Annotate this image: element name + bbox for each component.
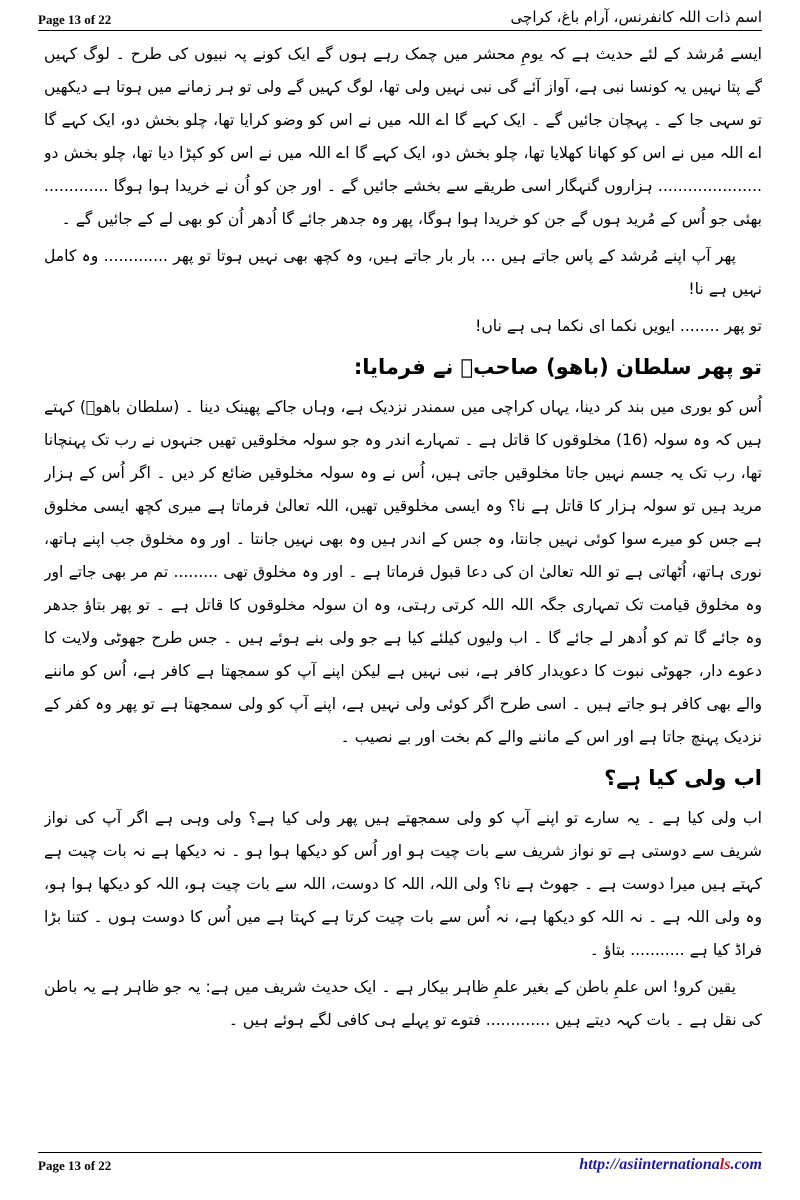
document-body <box>44 38 762 1148</box>
website-link[interactable] <box>579 1156 762 1174</box>
paragraph: اب ولی کیا ہے ۔ یہ سارے تو اپنے آپ کو ولی سمجھتے ہیں پھر ولی کیا ہے؟ ولی وہی ہے اگر آپ کی نواز شریف سے دوستی ہے تو نواز شریف سے بات چیت ہو اور اُس کو دیکھا ہوا ہو ۔ نہ دیکھا ہے نہ بات چیت ہے کہتے ہیں میرا دوست ہے ۔ جھوٹ ہے نا؟ ولی اللہ، اللہ کا دوست، اللہ سے بات چیت ہو، اللہ کو دیکھا ہوا ہو، وہ ولی اللہ ہے ۔ نہ اللہ کو دیکھا ہے، نہ اُس سے بات چیت کرتا ہے کہتا ہے میں اُس کا دوست ہوں ۔ کتنا بڑا فراڈ کیا ہے ........... بتاؤ ۔ <box>44 809 762 959</box>
section-heading: تو پھر سلطان (باھو) صاحبؒ نے فرمایا: <box>353 355 762 379</box>
page-header <box>38 6 762 32</box>
url-suffix: .com <box>730 1156 762 1173</box>
paragraph: ایسے مُرشد کے لئے حدیث ہے کہ یومِ محشر میں چمک رہے ہوں گے ایک کونے پہ نبیوں کی طرح ۔ لوگ کہیں گے پتا نہیں یہ کونسا نبی ہے، آواز آئے گی نبی نہیں ولی تھا، لوگ کہیں گے ولی تو ہر زمانے میں ہوتا ہے دیکھیں تو سہی جا کے ۔ پہچان جائیں گے ۔ ایک کہے گا اے اللہ میں نے اس کو وضو کرایا تھا، چلو بخش دو، ایک کہے گا اے اللہ میں نے اس کو کھانا کھلایا تھا، چلو بخش دو، ایک کہے گا اے اللہ میں نے اس کو کپڑا دیا تھا، چلو بخش دو ..................... ہزاروں گنہگار اسی طریقے سے بخشے جائیں گے ۔ اور جن کو اُن نے خریدا ہوا ہوگا ............. بھئی جو اُس کے مُرید ہوں گے جن کو خریدا ہوا ہوگا، پھر وہ جدھر جائے گا اُدھر اُن کو بھی لے کے جائیں گے ۔ <box>44 45 762 228</box>
url-highlight: ls <box>719 1156 731 1173</box>
header-title: اسم ذات اللہ کانفرنس، آرام باغ، کراچی <box>510 8 762 26</box>
paragraph: یقین کرو! اس علمِ باطن کے بغیر علمِ ظاہر بیکار ہے ۔ ایک حدیث شریف میں ہے: یہ جو ظاہر ہے یہ باطن کی نقل ہے ۔ بات کہہ دیتے ہیں ............. فتوے تو پہلے ہی کافی لگے ہوئے ہیں ۔ <box>44 978 762 1029</box>
url-prefix: http://asiinternationa <box>579 1156 720 1173</box>
header-divider <box>38 30 762 31</box>
paragraph: اُس کو بوری میں بند کر دینا، یہاں کراچی میں سمندر نزدیک ہے، وہاں جاکے پھینک دینا ۔ (سلطان باھوؒ) کہتے ہیں کہ وہ سولہ (16) مخلوقوں کا قاتل ہے ۔ تمہارے اندر وہ جو سولہ مخلوقیں تھیں جنہوں نے رب تک پہنچانا تھا، رب تک یہ جسم نہیں جاتا مخلوقیں جاتی ہیں، اُس نے وہ سولہ مخلوقیں ضائع کر دیں ۔ اگر اُس کے ہزار مرید ہیں تو سولہ ہزار کا قاتل ہے نا؟ وہ ایسی مخلوقیں تھیں، اللہ تعالیٰ فرماتا ہے میری کچھ ایسی مخلوق ہے جس کو میرے سوا کوئی نہیں جانتا، وہ جس کے اندر ہیں وہ بھی نہیں جانتا ۔ اور وہ مخلوق جب اپنے ہاتھ، نوری ہاتھ، اُٹھاتی ہے تو اللہ تعالیٰ ان کی دعا قبول فرماتا ہے ۔ اور وہ مخلوق تھی ......... تم مر بھی جاتے اور وہ مخلوق قیامت تک تمہاری جگہ اللہ اللہ کرتی رہتی، وہ ان سولہ مخلوقوں کا قاتل ہے ۔ تو پھر بتاؤ جدھر وہ جائے گا تم کو اُدھر لے جائے گا ۔ اب ولیوں کیلئے کیا ہے جو ولی بنے ہوئے ہیں ۔ جس طرح جھوٹی ولایت کا دعوے دار، جھوٹی نبوت کا دعویدار کافر ہے، نبی نہیں ہے لیکن اپنے آپ کو سمجھتا ہے کافر ہے، اُس کو ماننے والے بھی کافر ہو جاتے ہیں ۔ اسی طرح اگر کوئی ولی نہیں ہے، اپنے آپ کو ولی سمجھتا ہے تو پھر وہ کفر کے نزدیک پہنچ جاتا ہے اور اس کے ماننے والے کم بخت اور بے نصیب ۔ <box>44 398 762 746</box>
paragraph: تو پھر ........ ایویں نکما ای نکما ہی ہے ناں! <box>475 317 762 335</box>
header-page-number: Page 13 of 22 <box>38 12 112 27</box>
page-footer <box>38 1156 762 1180</box>
footer-divider <box>38 1152 762 1153</box>
section-heading: اب ولی کیا ہے؟ <box>604 766 762 790</box>
footer-page-number: Page 13 of 22 <box>38 1158 112 1173</box>
paragraph: پھر آپ اپنے مُرشد کے پاس جاتے ہیں ... بار بار جاتے ہیں، وہ کچھ بھی نہیں ہوتا تو پھر ............. وہ کامل نہیں ہے نا! <box>44 247 762 298</box>
